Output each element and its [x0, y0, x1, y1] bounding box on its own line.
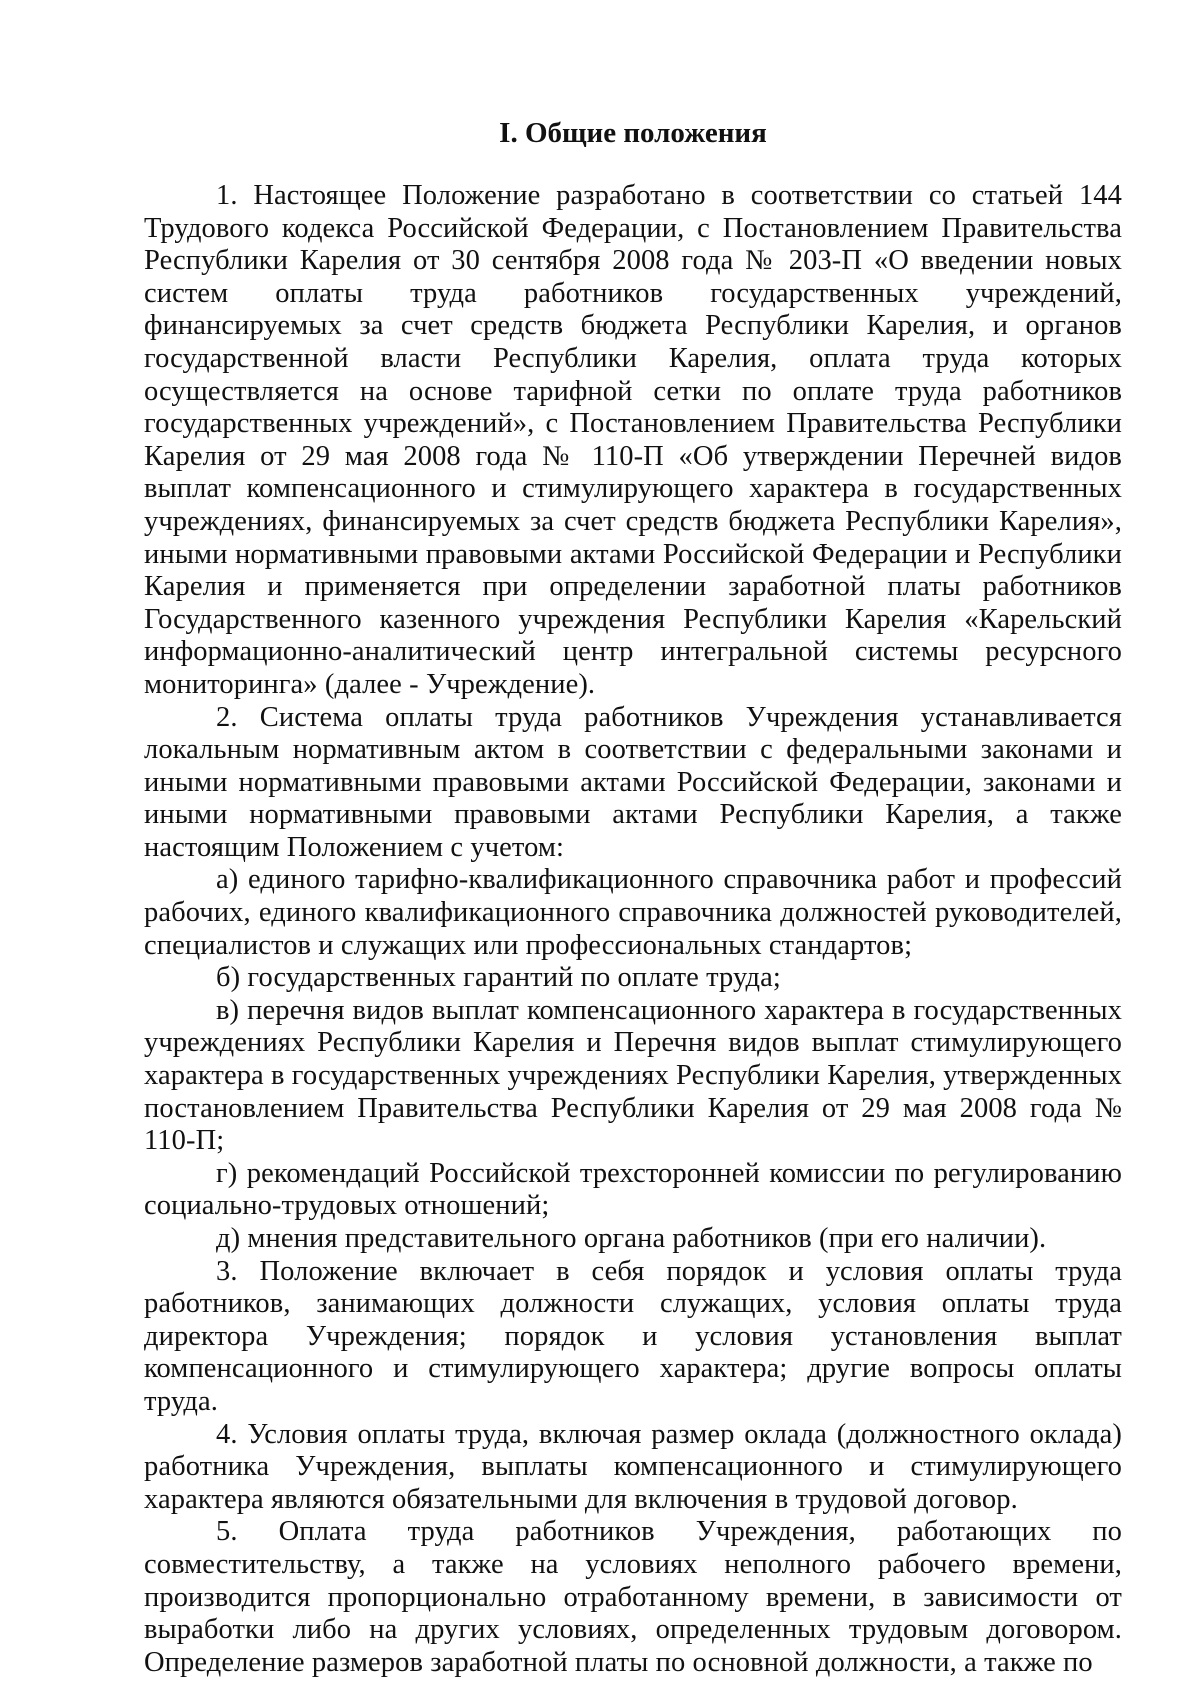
- paragraph-1: 1. Настоящее Положение разработано в соответствии со статьей 144 Трудового кодекса Российской Федерации, с Постановлением Правительства Республики Карелия от 30 сентября 2008 года № 203-П «О введении новых систем оплаты труда работников государственных учреждений, финансируемых за счет средств бюджета Республики Карелия, и органов государственной власти Республики Карелия, оплата труда которых осуществляется на основе тарифной сетки по оплате труда работников государственных учреждений», с Постановлением Правительства Республики Карелия от 29 мая 2008 года № 110-П «Об утверждении Перечней видов выплат компенсационного и стимулирующего характера в государственных учреждениях, финансируемых за счет средств бюджета Республики Карелия», иными нормативными правовыми актами Российской Федерации и Республики Карелия и применяется при определении заработной платы работников Государственного казенного учреждения Республики Карелия «Карельский информационно-аналитический центр интегральной системы ресурсного мониторинга» (далее - Учреждение).: [144, 180, 1122, 700]
- paragraph-2: 2. Система оплаты труда работников Учреждения устанавливается локальным нормативным актом в соответствии с федеральными законами и иными нормативными правовыми актами Российской Федерации, законами и иными нормативными правовыми актами Республики Карелия, а также настоящим Положением с учетом:: [144, 701, 1122, 863]
- paragraph-2c: в) перечня видов выплат компенсационного характера в государственных учреждениях Республики Карелия и Перечня видов выплат стимулирующего характера в государственных учреждениях Республики Карелия, утвержденных постановлением Правительства Республики Карелия от 29 мая 2008 года № 110-П;: [144, 994, 1123, 1157]
- paragraph-2b: б) государственных гарантий по оплате труда;: [216, 962, 781, 994]
- paragraph-4: 4. Условия оплаты труда, включая размер оклада (должностного оклада) работника Учреждения, выплаты компенсационного и стимулирующего характера являются обязательными для включения в трудовой договор.: [144, 1418, 1122, 1515]
- paragraph-3: 3. Положение включает в себя порядок и условия оплаты труда работников, занимающих должности служащих, условия оплаты труда директора Учреждения; порядок и условия установления выплат компенсационного и стимулирующего характера; другие вопросы оплаты труда.: [144, 1255, 1122, 1417]
- paragraph-5: 5. Оплата труда работников Учреждения, работающих по совместительству, а также на условиях неполного рабочего времени, производится пропорционально отработанному времени, в зависимости от выработки либо на других условиях, определенных трудовым договором. Определение размеров заработной платы по основной должности, а также по: [144, 1516, 1122, 1678]
- paragraph-2a: а) единого тарифно-квалификационного справочника работ и профессий рабочих, единого квалификационного справочника должностей руководителей, специалистов и служащих или профессиональных стандартов;: [144, 864, 1122, 961]
- paragraph-2e: д) мнения представительного органа работников (при его наличии).: [216, 1223, 1047, 1254]
- section-title: I. Общие положения: [499, 117, 767, 149]
- paragraph-2d: г) рекомендаций Российской трехсторонней комиссии по регулированию социально-трудовых отношений;: [144, 1157, 1122, 1222]
- document-body: [144, 116, 1122, 1679]
